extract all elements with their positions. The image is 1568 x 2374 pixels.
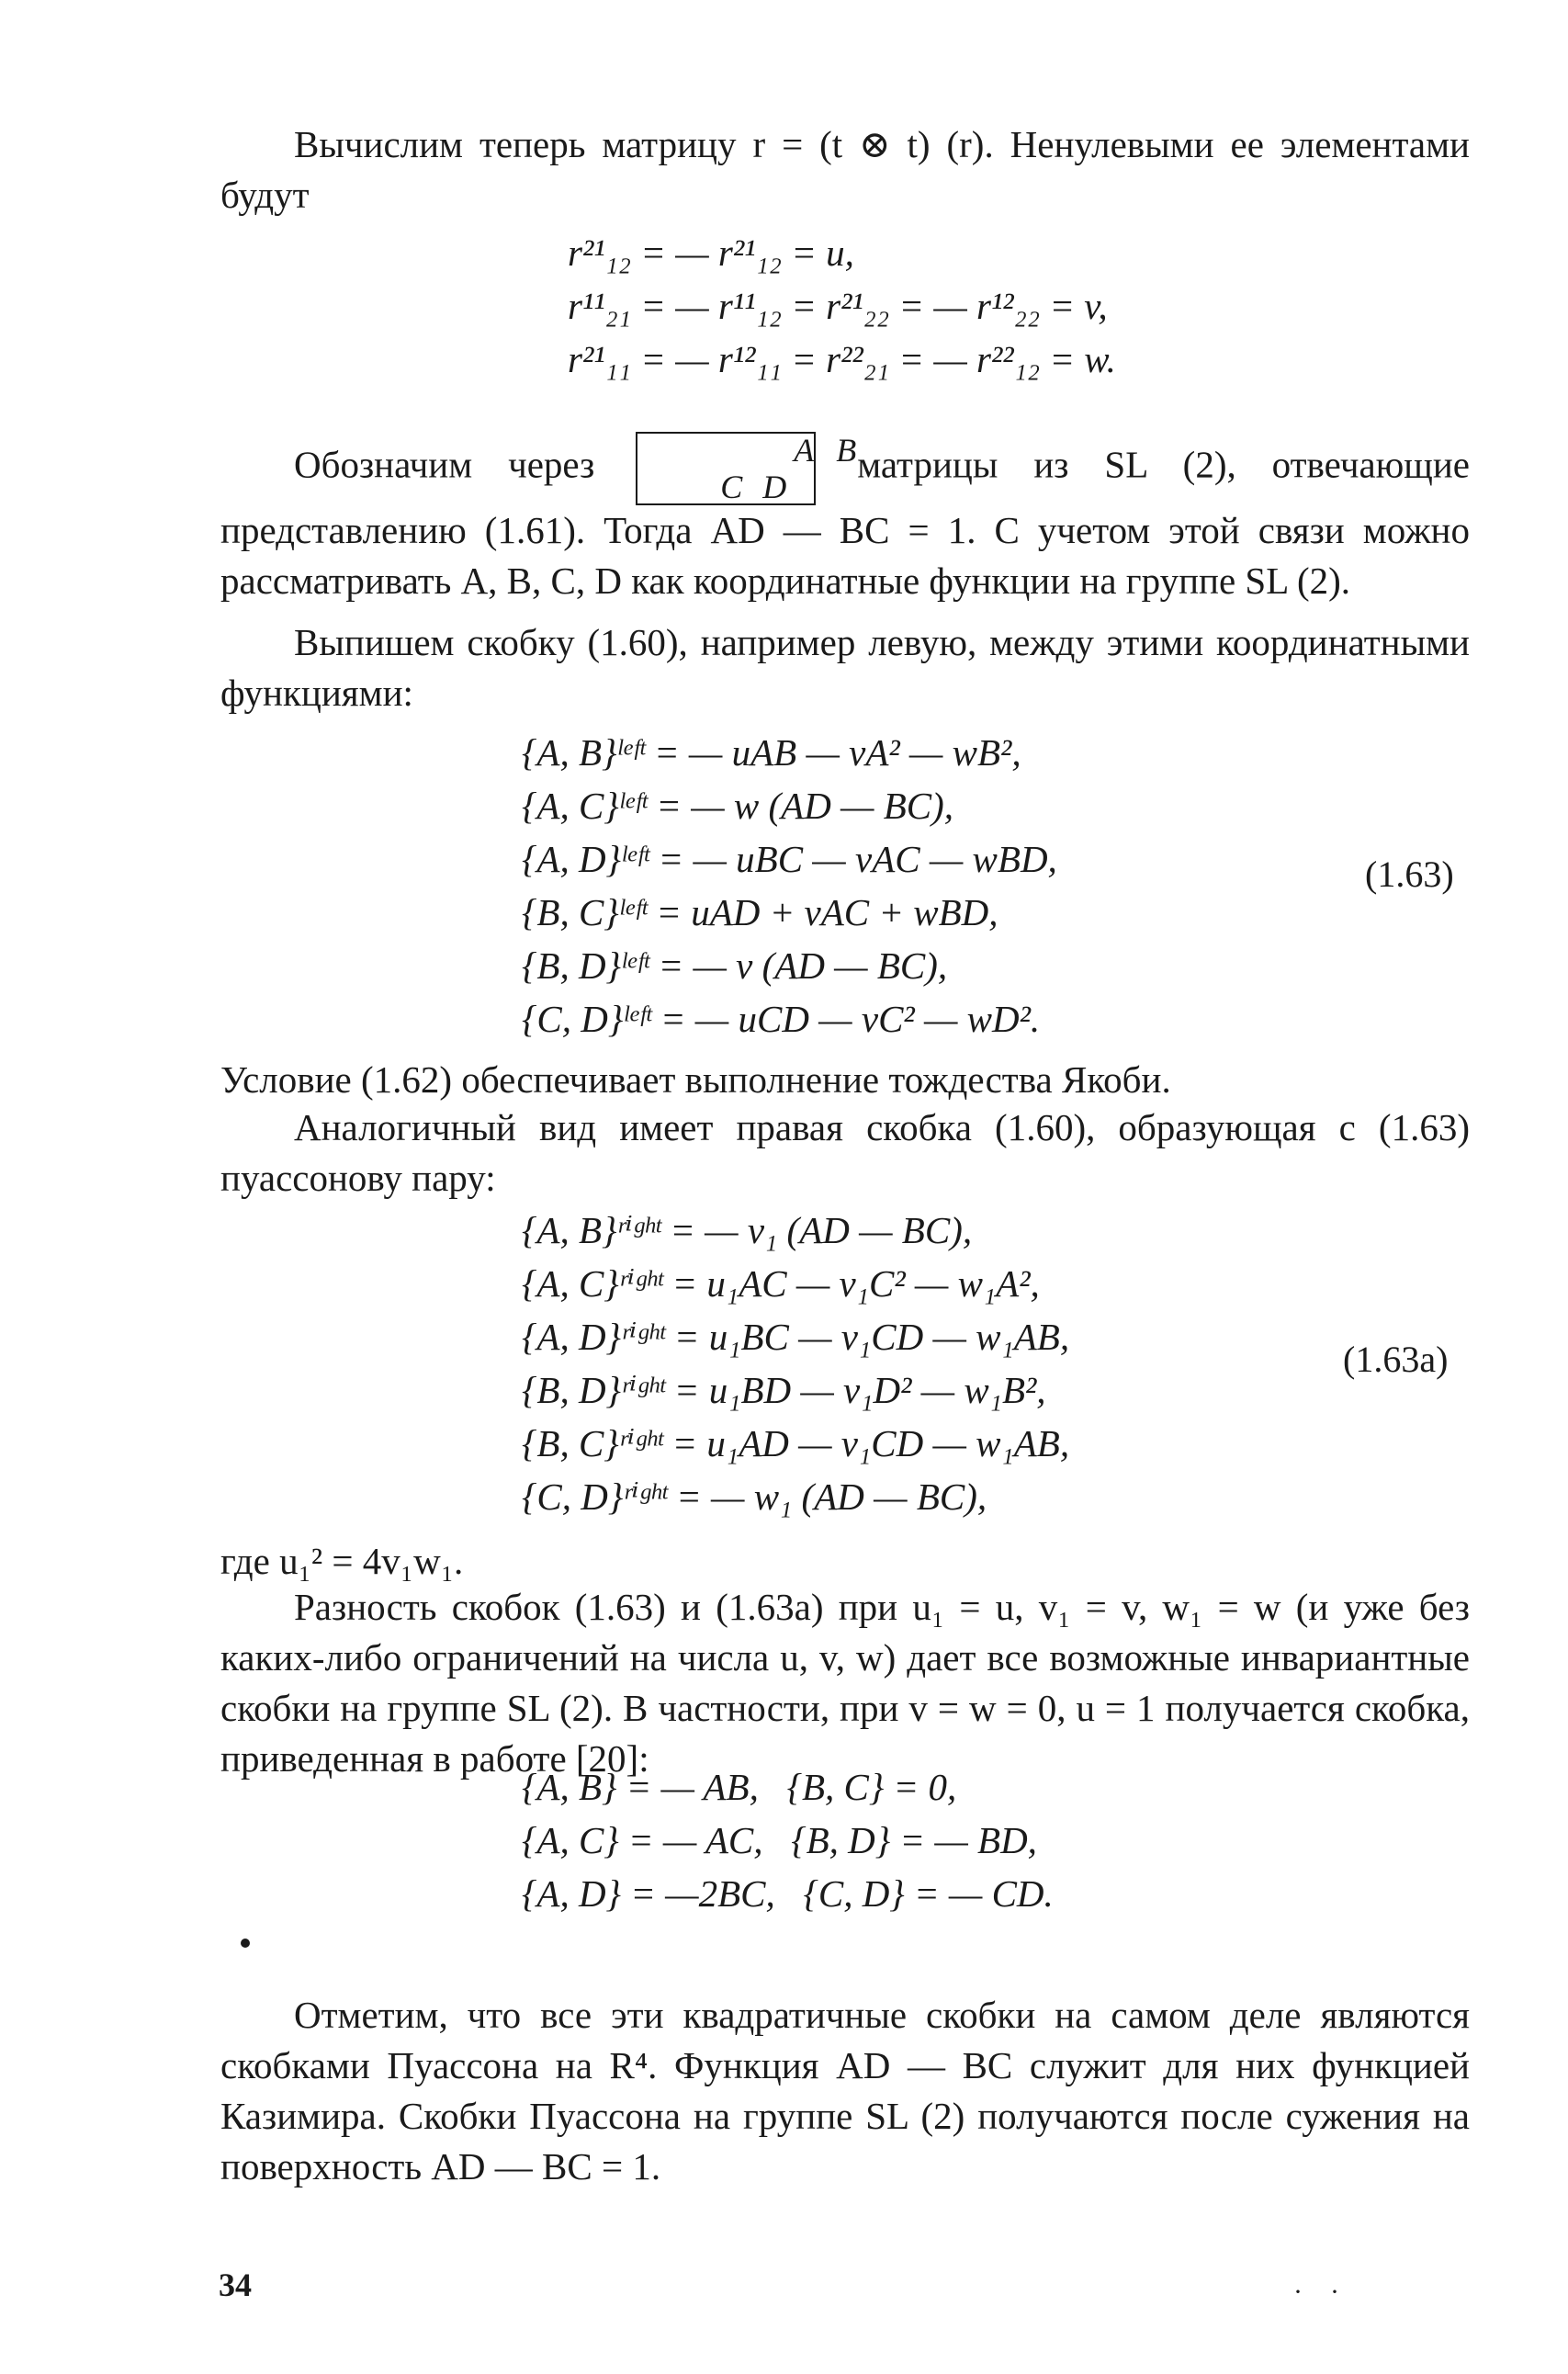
paragraph-7-text: Разность скобок (1.63) и (1.63a) при u₁ = u, v₁ = v, w₁ = w (и уже без каких-либо ограничений на числа u, v, w) дает все возможные инвариантные скобки на группе SL (2). В частности, при v = w = 0, u = 1 получается скобка, приведенная в работе [20]: [220,1586,1470,1780]
equation-line: {A, D}ʳⁱᵍʰᵗ = u₁BC — v₁CD — w₁AB, [522,1316,1070,1358]
paragraph-1 [220,119,1470,220]
equation-line: {A, C}ˡᵉᶠᵗ = — w (AD — BC), [522,785,954,827]
paragraph-4 [147,1055,1470,1105]
r-equation-line: r¹¹₂₁ = — r¹¹₁₂ = r²¹₂₂ = — r¹²₂₂ = v, [568,285,1108,327]
paragraph-2-lead: Обозначим через [294,443,595,486]
paragraph-4-text: Условие (1.62) обеспечивает выполнение тождества Якоби. [220,1058,1171,1101]
paragraph-3 [220,617,1470,718]
equation-1-63 [522,728,1057,1047]
paragraph-1-text: Вычислим теперь матрицу r = (t ⊗ t) (r). Ненулевыми ее элементами будут [220,123,1470,216]
margin-dots: ·· [1293,2277,1367,2307]
matrix-entry: C [720,469,743,505]
equation-line: {A, C} = — AC, {B, D} = — BD, [522,1819,1037,1861]
equation-line: {B, C}ʳⁱᵍʰᵗ = u₁AD — v₁CD — w₁AB, [522,1422,1070,1464]
r-equation-line: r²¹₁₂ = — r²¹₁₂ = u, [568,232,854,274]
equation-line: {B, D}ʳⁱᵍʰᵗ = u₁BD — v₁D² — w₁B², [522,1369,1046,1411]
paragraph-8-text: Отметим, что все эти квадратичные скобки на самом деле являются скобками Пуассона на R⁴. Функция AD — BC служит для них функцией Казимира. Скобки Пуассона на группе SL (2) получаются после сужения на поверхность AD — BC = 1. [220,1994,1470,2187]
equation-number-1-63: (1.63) [1365,854,1454,895]
paragraph-2-text: матрицы из SL (2), отвечающие представлению (1.61). Тогда AD — BC = 1. С учетом этой связи можно рассматривать A, B, C, D как координатные функции на группе SL (2). [220,443,1471,602]
equation-1-63a [522,1205,1069,1525]
paragraph-8 [220,1990,1470,2192]
abcd-matrix [636,432,857,505]
matrix-entry: D [762,469,787,505]
paragraph-7 [220,1582,1470,1784]
equation-line: {B, D}ˡᵉᶠᵗ = — v (AD — BC), [522,944,948,987]
equation-final [522,1762,1054,1922]
bullet-mark [241,1939,250,1948]
paragraph-3-text: Выпишем скобку (1.60), например левую, между этими координатными функциями: [220,621,1470,714]
paragraph-2 [220,432,1470,606]
matrix-entry: B [836,432,857,469]
equation-line: {A, D}ˡᵉᶠᵗ = — uBC — vAC — wBD, [522,838,1057,880]
paragraph-6-text: где u₁² = 4v₁w₁. [220,1540,464,1582]
equation-line: {B, C}ˡᵉᶠᵗ = uAD + vAC + wBD, [522,891,998,933]
equation-line: {C, D}ʳⁱᵍʰᵗ = — w₁ (AD — BC), [522,1475,987,1518]
equation-line: {A, B} = — AB, {B, C} = 0, [522,1766,957,1808]
equation-line: {A, B}ʳⁱᵍʰᵗ = — v₁ (AD — BC), [522,1209,973,1251]
equation-line: {A, C}ʳⁱᵍʰᵗ = u₁AC — v₁C² — w₁A², [522,1262,1040,1305]
page-number: 34 [219,2267,252,2303]
r-equations [568,228,1116,388]
paragraph-5-text: Аналогичный вид имеет правая скобка (1.60), образующая с (1.63) пуассонову пару: [220,1106,1470,1199]
matrix-entry: A [794,432,815,469]
equation-line: {A, D} = —2BC, {C, D} = — CD. [522,1872,1054,1915]
paragraph-6 [220,1536,1470,1587]
r-equation-line: r²¹₁₁ = — r¹²₁₁ = r²²₂₁ = — r²²₁₂ = w. [568,338,1116,380]
paragraph-5 [220,1102,1470,1204]
equation-line: {A, B}ˡᵉᶠᵗ = — uAB — vA² — wB², [522,731,1021,774]
equation-line: {C, D}ˡᵉᶠᵗ = — uCD — vC² — wD². [522,998,1041,1040]
equation-number-1-63a: (1.63a) [1343,1339,1449,1380]
